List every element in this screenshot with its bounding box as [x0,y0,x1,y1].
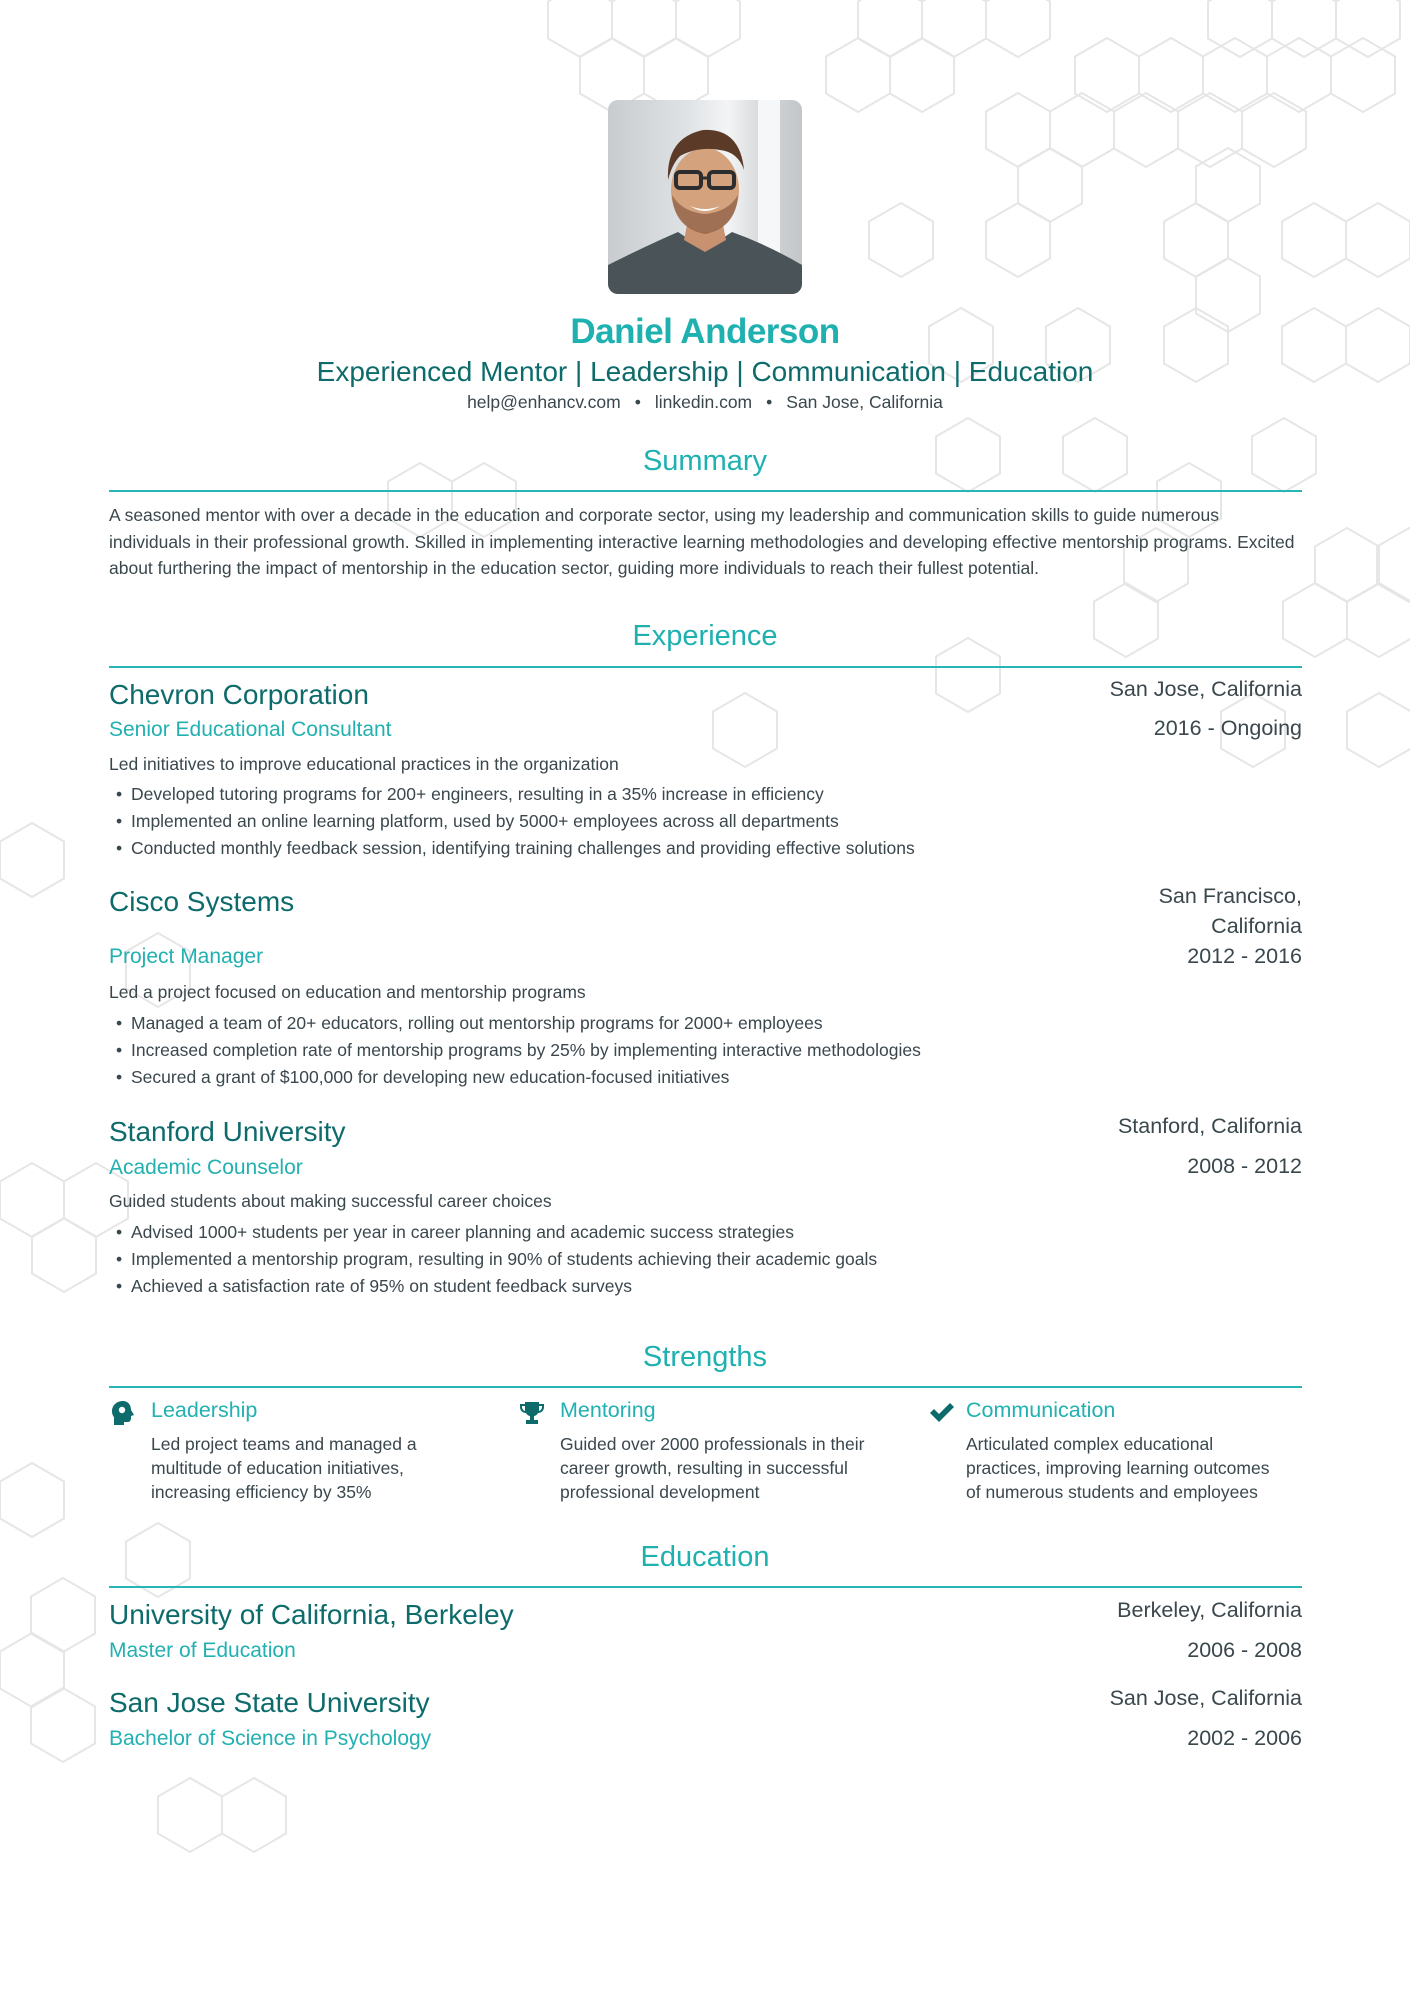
job-title: Project Manager [109,945,264,968]
person-portrait-icon [608,100,802,294]
candidate-name: Daniel Anderson [570,312,840,351]
job-bullet: • Secured a grant of $100,000 for developing new education-focused initiatives [116,1067,730,1087]
job-dates: 2016 - Ongoing [1153,716,1302,740]
section-divider [109,666,1302,668]
section-title-education: Education [640,1541,770,1573]
linkedin-link[interactable]: linkedin.com [654,392,753,412]
job-description: Led a project focused on education and mentorship programs [109,982,586,1002]
job-description: Guided students about making successful career choices [109,1191,552,1211]
strength-description: Led project teams and managed a multitude of education initiatives, increasing efficiency by 35% [151,1434,417,1502]
section-divider [109,1386,1302,1388]
job-location-line2: California [1211,914,1302,938]
job-bullet: • Increased completion rate of mentorship programs by 25% by implementing interactive methodologies [116,1040,921,1060]
education-location: San Jose, California [1109,1686,1302,1710]
candidate-headline: Experienced Mentor | Leadership | Communication | Education [316,356,1094,387]
strength-description: Guided over 2000 professionals in their career growth, resulting in successful professional development [560,1434,865,1502]
degree: Master of Education [109,1639,296,1662]
summary-text: A seasoned mentor with over a decade in the education and corporate sector, using my leadership and communication skills to guide numerous individuals in their professional growth. Skilled in implementing interactive learning methodologies and developing effective mentorship programs. Excited about furthering the impact of mentorship in the education sector, guiding more individuals to reach their fullest potential. [109,505,1295,578]
head-icon [110,1400,136,1426]
job-bullet: • Achieved a satisfaction rate of 95% on student feedback surveys [116,1276,632,1296]
company-name: Cisco Systems [109,886,295,917]
strength-title: Leadership [151,1398,258,1422]
separator-dot: • [634,392,641,412]
job-location-line1: San Francisco, [1158,884,1302,908]
section-divider [109,490,1302,492]
education-dates: 2006 - 2008 [1187,1638,1302,1662]
profile-photo [608,100,802,294]
strength-title: Communication [966,1398,1116,1422]
contact-line [0,392,1410,413]
section-title-experience: Experience [632,620,778,652]
job-description: Led initiatives to improve educational practices in the organization [109,754,619,774]
strength-title: Mentoring [560,1398,656,1422]
education-dates: 2002 - 2006 [1187,1726,1302,1750]
degree: Bachelor of Science in Psychology [109,1727,432,1750]
trophy-icon [519,1400,545,1426]
job-bullet: • Developed tutoring programs for 200+ engineers, resulting in a 35% increase in efficiency [116,784,824,804]
job-bullet: • Managed a team of 20+ educators, rolling out mentorship programs for 2000+ employees [116,1013,823,1033]
separator-dot: • [766,392,773,412]
job-bullet: • Advised 1000+ students per year in career planning and academic success strategies [116,1222,794,1242]
contact-location: San Jose, California [786,392,943,412]
job-dates: 2012 - 2016 [1187,944,1302,968]
school-name: University of California, Berkeley [109,1599,514,1630]
company-name: Chevron Corporation [109,679,369,710]
job-dates: 2008 - 2012 [1187,1154,1302,1178]
education-location: Berkeley, California [1117,1598,1302,1622]
section-title-summary: Summary [642,445,768,477]
school-name: San Jose State University [109,1687,430,1718]
job-title: Senior Educational Consultant [109,718,392,741]
job-bullet: • Implemented an online learning platform, used by 5000+ employees across all departments [116,811,839,831]
company-name: Stanford University [109,1116,346,1147]
email-link[interactable]: help@enhancv.com [467,392,621,412]
checkmark-icon [929,1400,955,1426]
job-location: San Jose, California [1109,677,1302,701]
strength-description: Articulated complex educational practices, improving learning outcomes of numerous students and employees [966,1434,1270,1502]
section-title-strengths: Strengths [642,1341,768,1373]
job-bullet: • Conducted monthly feedback session, identifying training challenges and providing effective solutions [116,838,915,858]
job-title: Academic Counselor [109,1156,303,1179]
job-location: Stanford, California [1117,1114,1302,1138]
section-divider [109,1586,1302,1588]
job-bullet: • Implemented a mentorship program, resulting in 90% of students achieving their academic goals [116,1249,878,1269]
